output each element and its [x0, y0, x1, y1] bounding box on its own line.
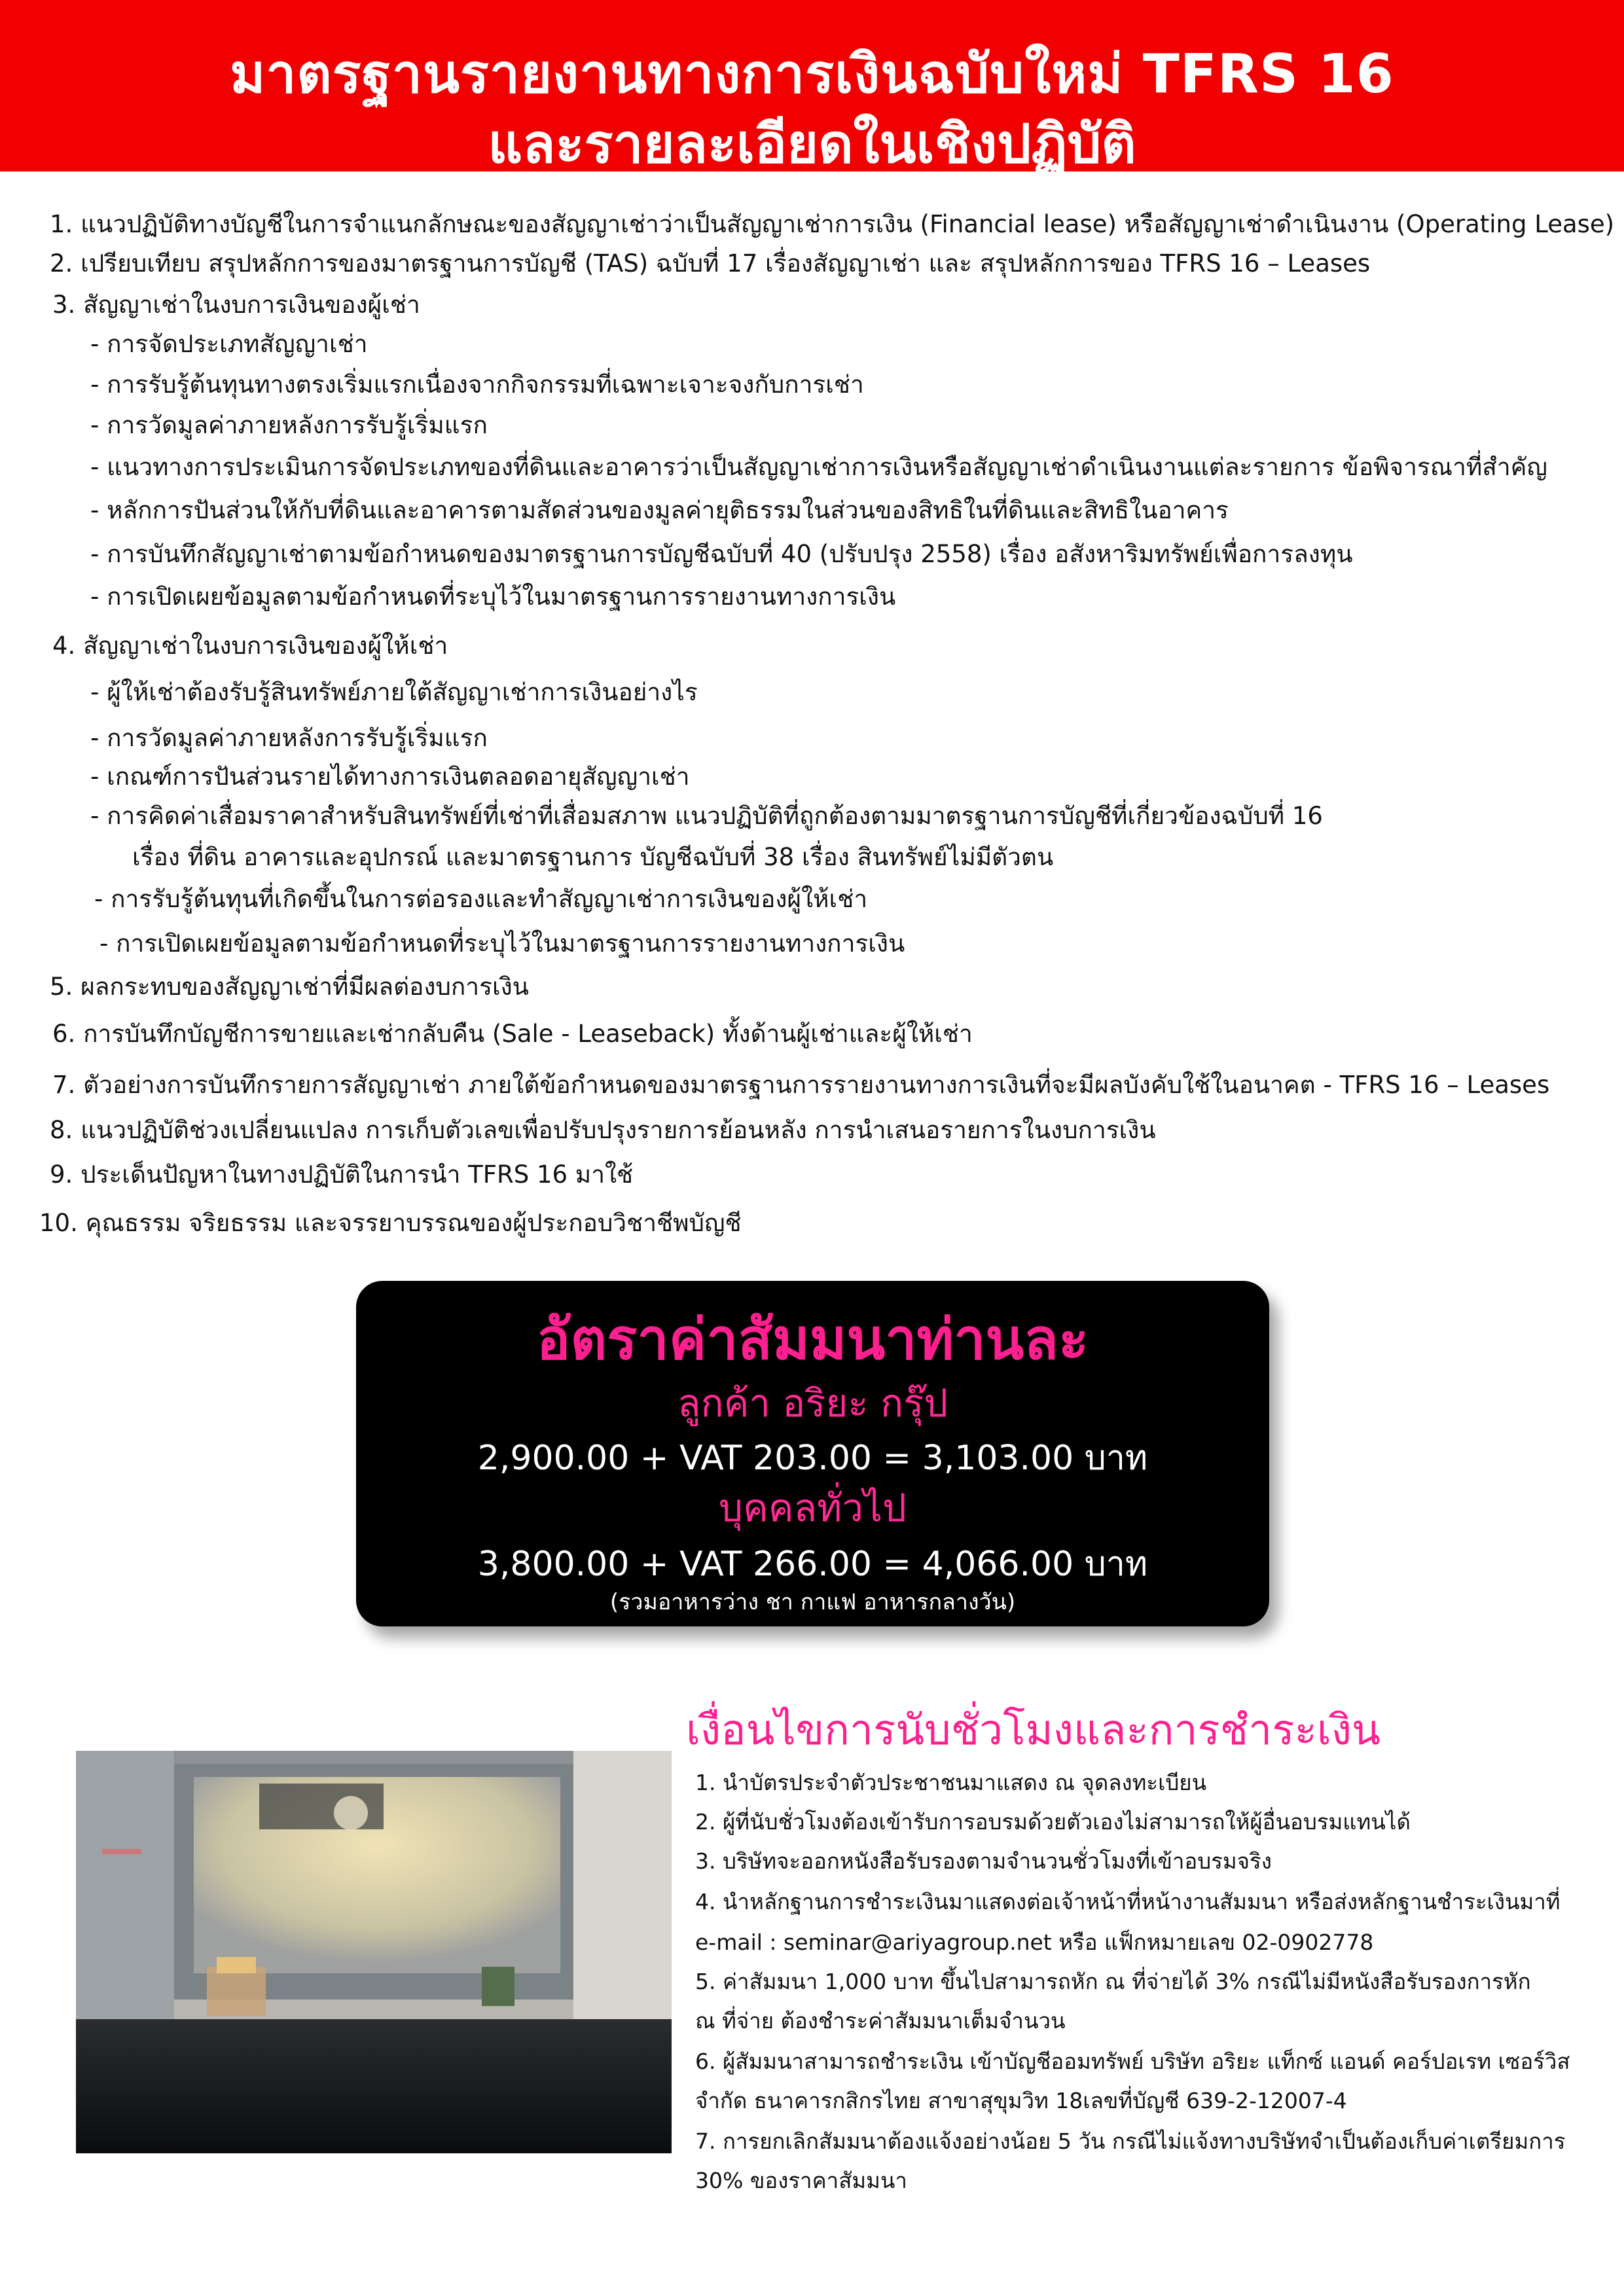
- condition-line: จำกัด ธนาคารกสิกรไทย สาขาสุขุมวิท 18เลขที่บัญชี 639-2-12007-4: [695, 2088, 1347, 2113]
- topic-subitem: - การคิดค่าเสื่อมราคาสำหรับสินทรัพย์ที่เช่าที่เสื่อมสภาพ แนวปฏิบัติที่ถูกต้องตามมาตรฐานการบัญชีที่เกี่ยวข้องฉบับที่ 16: [90, 802, 1323, 830]
- topic-item: 5. ผลกระทบของสัญญาเช่าที่มีผลต่องบการเงิน: [50, 973, 529, 1001]
- topic-subitem: - เกณฑ์การปันส่วนรายได้ทางการเงินตลอดอายุสัญญาเช่า: [90, 762, 690, 791]
- condition-line: 5. ค่าสัมมนา 1,000 บาท ขึ้นไปสามารถหัก ณ ที่จ่ายได้ 3% กรณีไม่มีหนังสือรับรองการหัก: [695, 1969, 1531, 1994]
- topic-subitem: - การวัดมูลค่าภายหลังการรับรู้เริ่มแรก: [90, 724, 488, 752]
- topic-subitem: - การวัดมูลค่าภายหลังการรับรู้เริ่มแรก: [90, 411, 488, 439]
- topic-item: 4. สัญญาเช่าในงบการเงินของผู้ให้เช่า: [52, 632, 448, 660]
- conditions-title: เงื่อนไขการนับชั่วโมงและการชำระเงิน: [686, 1706, 1380, 1755]
- topic-subitem: - การบันทึกสัญญาเช่าตามข้อกำหนดของมาตรฐานการบัญชีฉบับที่ 40 (ปรับปรุง 2558) เรื่อง อสังหาริมทรัพย์เพื่อการลงทุน: [90, 540, 1353, 568]
- price-group1-label: ลูกค้า อริยะ กรุ๊ป: [677, 1381, 948, 1426]
- price-group2-amount: 3,800.00 + VAT 266.00 = 4,066.00 บาท: [477, 1545, 1148, 1584]
- price-note: (รวมอาหารว่าง ชา กาแฟ อาหารกลางวัน): [609, 1589, 1016, 1615]
- condition-line: ณ ที่จ่าย ต้องชำระค่าสัมมนาเต็มจำนวน: [695, 2008, 1066, 2034]
- header-banner: [0, 0, 1624, 175]
- price-group1-amount: 2,900.00 + VAT 203.00 = 3,103.00 บาท: [477, 1439, 1148, 1478]
- topic-item: 7. ตัวอย่างการบันทึกรายการสัญญาเช่า ภายใต้ข้อกำหนดของมาตรฐานการรายงานทางการเงินที่จะมีผลบังคับใช้ในอนาคต - TFRS 16 – Leases: [52, 1071, 1550, 1099]
- topic-item: 9. ประเด็นปัญหาในทางปฏิบัติในการนำ TFRS 16 มาใช้: [50, 1160, 634, 1189]
- topic-item: 10. คุณธรรม จริยธรรม และจรรยาบรรณของผู้ประกอบวิชาชีพบัญชี: [39, 1209, 742, 1237]
- topic-subitem: - ผู้ให้เช่าต้องรับรู้สินทรัพย์ภายใต้สัญญาเช่าการเงินอย่างไร: [90, 678, 698, 706]
- condition-line: e-mail : seminar@ariyagroup.net หรือ แฟ็กหมายเลข 02-0902778: [695, 1929, 1374, 1955]
- condition-line: 7. การยกเลิกสัมมนาต้องแจ้งอย่างน้อย 5 วัน กรณีไม่แจ้งทางบริษัทจำเป็นต้องเก็บค่าเตรียมการ: [695, 2128, 1566, 2154]
- topic-item: 1. แนวปฏิบัติทางบัญชีในการจำแนกลักษณะของสัญญาเช่าว่าเป็นสัญญาเช่าการเงิน (Financial lease) หรือสัญญาเช่าดำเนินงาน (Operating Lease): [50, 210, 1615, 238]
- topic-subitem: - การจัดประเภทสัญญาเช่า: [90, 330, 368, 358]
- header-title-line2: และรายละเอียดในเชิงปฏิบัติ: [488, 113, 1136, 175]
- condition-line: 2. ผู้ที่นับชั่วโมงต้องเข้ารับการอบรมด้วยตัวเองไม่สามารถให้ผู้อื่นอบรมแทนได้: [695, 1809, 1411, 1835]
- topic-item: 2. เปรียบเทียบ สรุปหลักการของมาตรฐานการบัญชี (TAS) ฉบับที่ 17 เรื่องสัญญาเช่า และ สรุปหลักการของ TFRS 16 – Leases: [50, 249, 1371, 278]
- condition-line: 30% ของราคาสัมมนา: [695, 2168, 907, 2193]
- topic-subitem: - การเปิดเผยข้อมูลตามข้อกำหนดที่ระบุไว้ในมาตรฐานการรายงานทางการเงิน: [90, 583, 896, 611]
- condition-line: 1. นำบัตรประจำตัวประชาชนมาแสดง ณ จุดลงทะเบียน: [695, 1770, 1207, 1795]
- topic-subitem: - การเปิดเผยข้อมูลตามข้อกำหนดที่ระบุไว้ในมาตรฐานการรายงานทางการเงิน: [99, 929, 905, 958]
- topic-item: 3. สัญญาเช่าในงบการเงินของผู้เช่า: [52, 291, 420, 319]
- condition-line: 6. ผู้สัมมนาสามารถชำระเงิน เข้าบัญชีออมทรัพย์ บริษัท อริยะ แท็กซ์ แอนด์ คอร์ปอเรท เซอร์วิส: [695, 2049, 1570, 2074]
- topic-subitem: - การรับรู้ต้นทุนที่เกิดขึ้นในการต่อรองและทำสัญญาเช่าการเงินของผู้ให้เช่า: [94, 885, 868, 913]
- topic-item: 8. แนวปฏิบัติช่วงเปลี่ยนแปลง การเก็บตัวเลขเพื่อปรับปรุงรายการย้อนหลัง การนำเสนอรายการในงบการเงิน: [50, 1116, 1156, 1144]
- price-group2-label: บุคคลทั่วไป: [719, 1486, 907, 1530]
- topic-subitem: - การรับรู้ต้นทุนทางตรงเริ่มแรกเนื่องจากกิจกรรมที่เฉพาะเจาะจงกับการเช่า: [90, 370, 864, 399]
- header-title-line1: มาตรฐานรายงานทางการเงินฉบับใหม่ TFRS 16: [230, 43, 1394, 105]
- price-title: อัตราค่าสัมมนาท่านละ: [536, 1307, 1089, 1372]
- topic-subitem-cont: เรื่อง ที่ดิน อาคารและอุปกรณ์ และมาตรฐานการ บัญชีฉบับที่ 38 เรื่อง สินทรัพย์ไม่มีตัวตน: [132, 843, 1054, 871]
- topic-item: 6. การบันทึกบัญชีการขายและเช่ากลับคืน (Sale - Leaseback) ทั้งด้านผู้เช่าและผู้ให้เช่า: [52, 1020, 973, 1048]
- condition-line: 3. บริษัทจะออกหนังสือรับรองตามจำนวนชั่วโมงที่เข้าอบรมจริง: [695, 1848, 1272, 1874]
- price-box: [356, 1281, 1269, 1626]
- condition-line: 4. นำหลักฐานการชำระเงินมาแสดงต่อเจ้าหน้าที่หน้างานสัมมนา หรือส่งหลักฐานชำระเงินมาที่: [695, 1889, 1561, 1914]
- seminar-room-photo: [76, 1751, 672, 2153]
- topic-subitem: - หลักการปันส่วนให้กับที่ดินและอาคารตามสัดส่วนของมูลค่ายุติธรรมในส่วนของสิทธิในที่ดินและสิทธิในอาคาร: [90, 496, 1229, 524]
- topic-subitem: - แนวทางการประเมินการจัดประเภทของที่ดินและอาคารว่าเป็นสัญญาเช่าการเงินหรือสัญญาเช่าดำเนินงานแต่ละรายการ ข้อพิจารณาที่สำคัญ: [90, 453, 1547, 481]
